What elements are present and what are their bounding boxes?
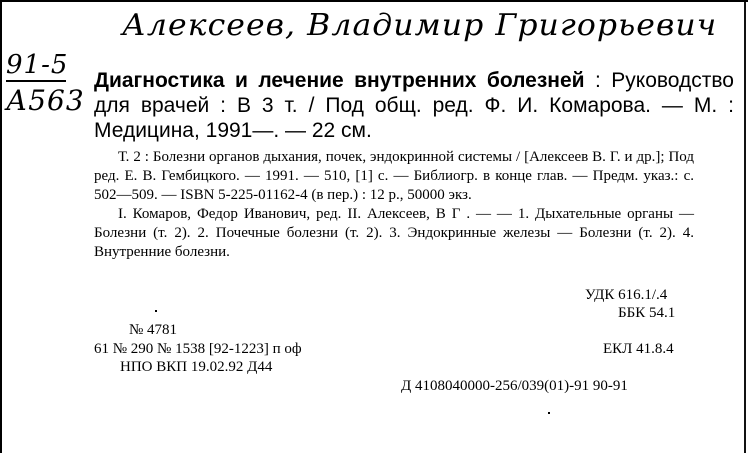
volume-description [94, 148, 694, 262]
ekl-code: ЕКЛ 41.8.4 [603, 341, 674, 357]
speck [548, 412, 550, 414]
bbk-code: ББК 54.1 [618, 305, 676, 321]
handwritten-shelf-mark-bottom: А563 [6, 84, 85, 117]
handwritten-shelf-mark-top: 91-5 [6, 50, 69, 80]
card-number: № 4781 [129, 322, 178, 338]
tracings-paragraph: I. Комаров, Федор Иванович, ред. II. Алексеев, В Г . — — 1. Дыхательные органы — Болезни (т. 2). 2. Почечные болезни (т. 2). 3. Эндокринные железы — Болезни (т. 2). 4. Внутренние болезни. [94, 206, 694, 260]
speck [155, 310, 157, 312]
handwritten-author-name: Алексеев, Владимир Григорьевич [122, 8, 718, 43]
print-order: 61 № 290 № 1538 [92-1223] п оф [94, 341, 302, 357]
book-title: Диагностика и лечение внутренних болезней [94, 69, 585, 92]
shelf-mark-divider [6, 80, 66, 82]
title-details: : Руководство для врачей : В 3 т. / Под общ. ред. Ф. И. Комарова. — М. : Медицина, 1991—. — 22 см. [94, 69, 734, 142]
udk-code: УДК 616.1/.4 [585, 287, 668, 303]
volume-paragraph: Т. 2 : Болезни органов дыхания, почек, эндокринной системы / [Алексеев В. Г. и др.]; Под ред. Е. В. Гембицкого. — 1991. — 510, [1] с. — Библиогр. в конце глав. — Предм. указ.: с. 502—509. — ISBN 5-225-01162-4 (в пер.) : 12 р., 50000 экз. [94, 149, 694, 203]
publication-code: Д 4108040000-256/039(01)-91 90-91 [401, 378, 628, 394]
publisher-info: НПО ВКП 19.02.92 Д44 [120, 359, 273, 375]
title-entry [94, 68, 734, 143]
